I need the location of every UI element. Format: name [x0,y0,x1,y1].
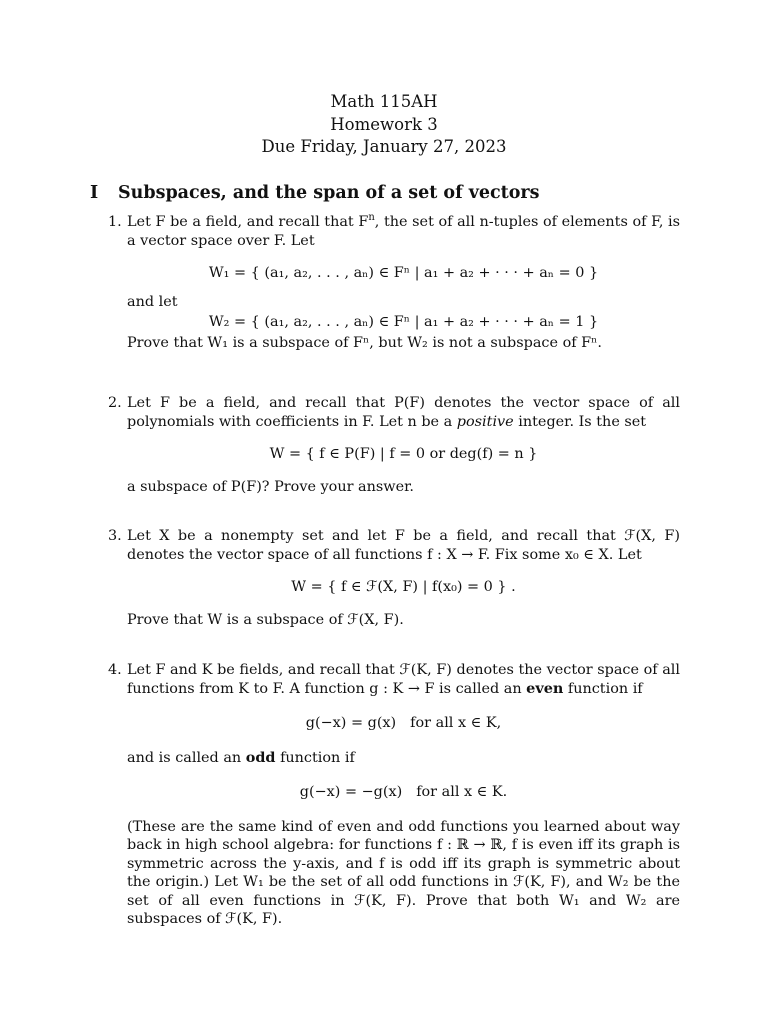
problem-4 [108,661,680,929]
document-header [0,91,768,159]
bold-term: even [526,679,564,697]
bold-term: odd [245,748,276,766]
problem-text [127,749,680,768]
section-title-text: Subspaces, and the span of a set of vectors [118,183,540,203]
problem-body [127,527,680,629]
assignment-title: Homework 3 [330,114,438,134]
problem-number: 1. [108,214,122,230]
text-segment: Let F be a field, and recall that P(F) denotes the vector space of all polynomials with coefficients in F. Let n be a [127,395,680,430]
equation: W₁ = { (a₁, a₂, . . . , aₙ) ∈ Fⁿ | a₁ + a₂ + · · · + aₙ = 0 } [208,265,599,281]
equation-lhs: g(−x) = g(x) [305,715,397,731]
equation-condition: for all x ∈ K. [416,784,508,800]
text-segment: function if [275,749,355,766]
problem-number: 3. [108,528,122,544]
problem-text: and let [127,293,178,310]
problem-2 [108,394,680,496]
problem-text: Prove that W₁ is a subspace of Fⁿ, but W₂ is not a subspace of Fⁿ. [127,334,602,351]
problem-text: Let X be a nonempty set and let F be a field, and recall that ℱ(X, F) denotes the vector space of all functions f : X → F. Fix some x₀ ∈ X. Let [127,528,680,563]
equation: W = { f ∈ ℱ(X, F) | f(x₀) = 0 } . [291,579,516,595]
course-title: Math 115AH [330,92,438,111]
section-heading [90,181,540,205]
text-segment: and is called an [127,749,246,766]
problem-text: a subspace of P(F)? Prove your answer. [127,478,414,495]
problem-number: 4. [108,662,122,678]
equation [127,714,680,733]
problem-text [127,661,680,698]
problem-number: 2. [108,395,122,411]
text-segment: , the set of all n-tuples of elements of F, is a vector space over F. Let [127,214,681,249]
equation-condition: for all x ∈ K, [410,715,502,731]
due-date: Due Friday, January 27, 2023 [261,137,507,156]
problem-body [127,213,680,352]
superscript: n [368,212,375,224]
problem-text [127,213,680,250]
problem-text: (These are the same kind of even and odd functions you learned about way back in high school algebra: for functions f : ℝ → ℝ, f is even iff its graph is symmetric across the y-axis, and f is odd iff its graph is symmetric about the origin.) Let W₁ be the set of all odd functions in ℱ(K, F), and W₂ be the set of all even functions in ℱ(K, F). Prove that both W₁ and W₂ are subspaces of ℱ(K, F). [127,818,680,927]
problem-text: Prove that W is a subspace of ℱ(X, F). [127,611,404,628]
equation [127,783,680,802]
emphasis: positive [456,413,514,430]
equation: W₂ = { (a₁, a₂, . . . , aₙ) ∈ Fⁿ | a₁ + a₂ + · · · + aₙ = 1 } [208,314,599,330]
problem-3 [108,527,680,629]
text-segment: Let F and K be fields, and recall that ℱ(K, F) denotes the vector space of all functions from K to F. A function g : K → F is called an [127,662,680,697]
text-segment: Let F be a field, and recall that F [127,214,369,230]
equation: W = { f ∈ P(F) | f = 0 or deg(f) = n } [269,446,538,462]
section-number: I [90,183,99,203]
problem-text [127,394,680,431]
text-segment: integer. Is the set [513,413,647,430]
equation-lhs: g(−x) = −g(x) [299,784,403,800]
problem-1 [108,213,680,352]
text-segment: function if [563,680,643,697]
problem-body [127,661,680,929]
problem-body [127,394,680,496]
